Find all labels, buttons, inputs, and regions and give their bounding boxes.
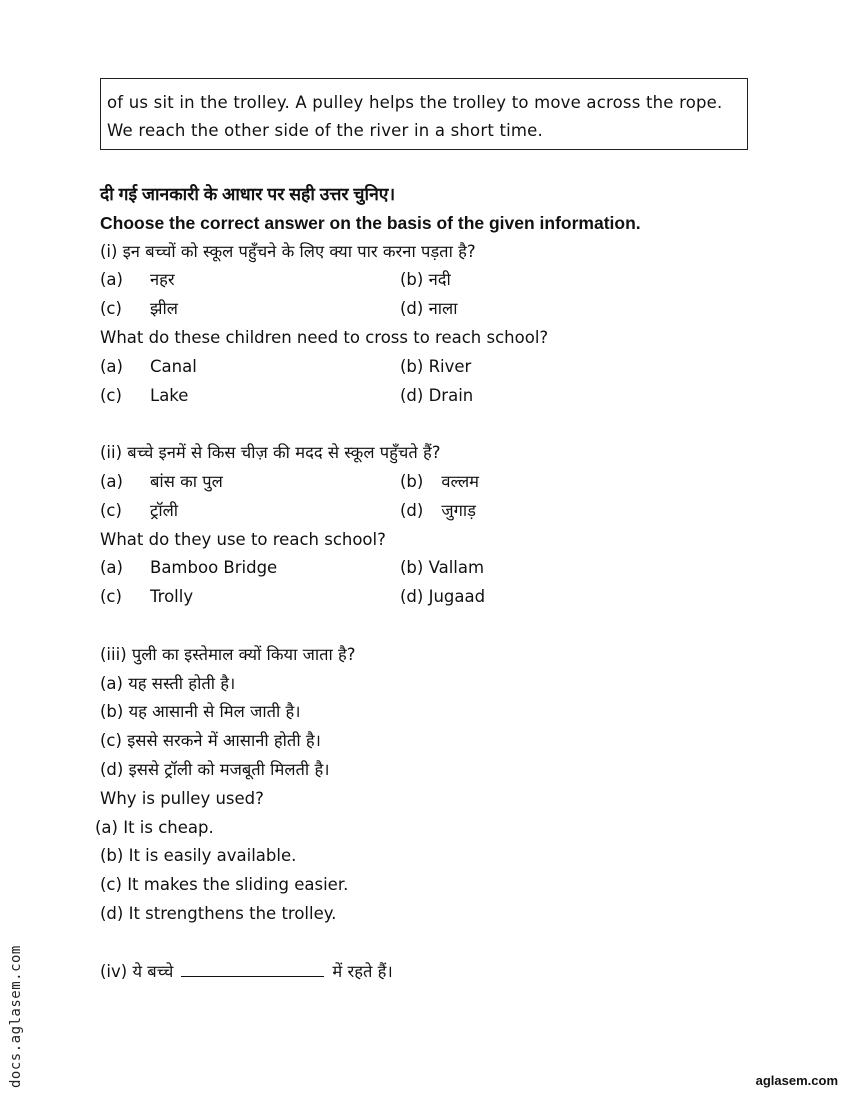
option-text: ट्रॉली: [150, 500, 179, 520]
q4-suffix: में रहते हैं।: [332, 961, 393, 981]
q2-english-options-row: [100, 554, 800, 583]
passage-line: We reach the other side of the river in a short time.: [107, 121, 543, 140]
q3-english-option: (a) It is cheap.: [95, 817, 214, 837]
q2-english-options-row: [100, 583, 800, 612]
option-text: Bamboo Bridge: [150, 558, 278, 578]
q4-prefix: (iv) ये बच्चे: [100, 961, 174, 981]
q2-hindi-options-row: [100, 497, 800, 526]
passage-box: [100, 78, 748, 150]
option-label: (c): [100, 587, 122, 607]
option-label: (a): [100, 356, 123, 376]
q1-english-options-row: [100, 353, 800, 382]
option-label: (a): [100, 471, 123, 491]
option-label: (a): [100, 270, 123, 290]
option-text: Canal: [150, 356, 197, 376]
option-text: झील: [150, 299, 178, 319]
passage-line: of us sit in the trolley. A pulley helps the trolley to move across the rope.: [107, 93, 723, 112]
option-label: (a): [100, 558, 123, 578]
option-text: (d) नाला: [400, 299, 458, 319]
q3-hindi-option: (c) इससे सरकने में आसानी होती है।: [100, 731, 321, 751]
option-text: (d) Jugaad: [400, 587, 486, 607]
option-label: (b): [400, 471, 424, 491]
option-text: Lake: [150, 385, 189, 405]
option-text: (b) नदी: [400, 270, 451, 290]
q3-english-option: (c) It makes the sliding easier.: [100, 875, 349, 895]
q3-english-question: Why is pulley used?: [100, 788, 264, 808]
question-section: [95, 180, 800, 986]
option-text: (b) River: [400, 356, 472, 376]
q1-hindi-options-row: [100, 295, 800, 324]
q4-fill-in-blank: [100, 958, 800, 987]
q3-english-option: (b) It is easily available.: [100, 846, 297, 866]
q2-hindi-question: (ii) बच्चे इनमें से किस चीज़ की मदद से स्कूल पहुँचते हैं?: [100, 443, 441, 463]
q3-hindi-option: (b) यह आसानी से मिल जाती है।: [100, 702, 301, 722]
option-label: (c): [100, 385, 122, 405]
option-text: Trolly: [150, 587, 194, 607]
q3-hindi-option: (a) यह सस्ती होती है।: [100, 673, 236, 693]
watermark-vertical: docs.aglasem.com: [8, 945, 24, 1088]
watermark-footer: aglasem.com: [755, 1073, 838, 1088]
option-label: (c): [100, 299, 122, 319]
option-text: बांस का पुल: [150, 471, 223, 491]
option-text: (b) Vallam: [400, 558, 485, 578]
option-right: [400, 497, 476, 526]
q3-english-option: (d) It strengthens the trolley.: [100, 903, 337, 923]
option-text: जुगाड़: [441, 500, 476, 520]
q2-english-question: What do they use to reach school?: [100, 529, 386, 549]
q3-hindi-option: (d) इससे ट्रॉली को मजबूती मिलती है।: [100, 759, 330, 779]
q3-hindi-question: (iii) पुली का इस्तेमाल क्यों किया जाता है?: [100, 644, 356, 664]
instruction-hindi: दी गई जानकारी के आधार पर सही उत्तर चुनिए।: [100, 184, 396, 204]
option-text: वल्लम: [441, 471, 480, 491]
option-label: (c): [100, 500, 122, 520]
q2-hindi-options-row: [100, 468, 800, 497]
option-right: [400, 468, 479, 497]
option-text: नहर: [150, 270, 175, 290]
answer-blank[interactable]: [181, 958, 324, 977]
option-text: (d) Drain: [400, 385, 474, 405]
instruction-english: Choose the correct answer on the basis of the given information.: [100, 212, 641, 233]
q1-hindi-options-row: [100, 266, 800, 295]
q1-english-options-row: [100, 382, 800, 411]
option-label: (d): [400, 500, 424, 520]
q1-hindi-question: (i) इन बच्चों को स्कूल पहुँचने के लिए क्या पार करना पड़ता है?: [100, 241, 476, 261]
q1-english-question: What do these children need to cross to reach school?: [100, 327, 549, 347]
